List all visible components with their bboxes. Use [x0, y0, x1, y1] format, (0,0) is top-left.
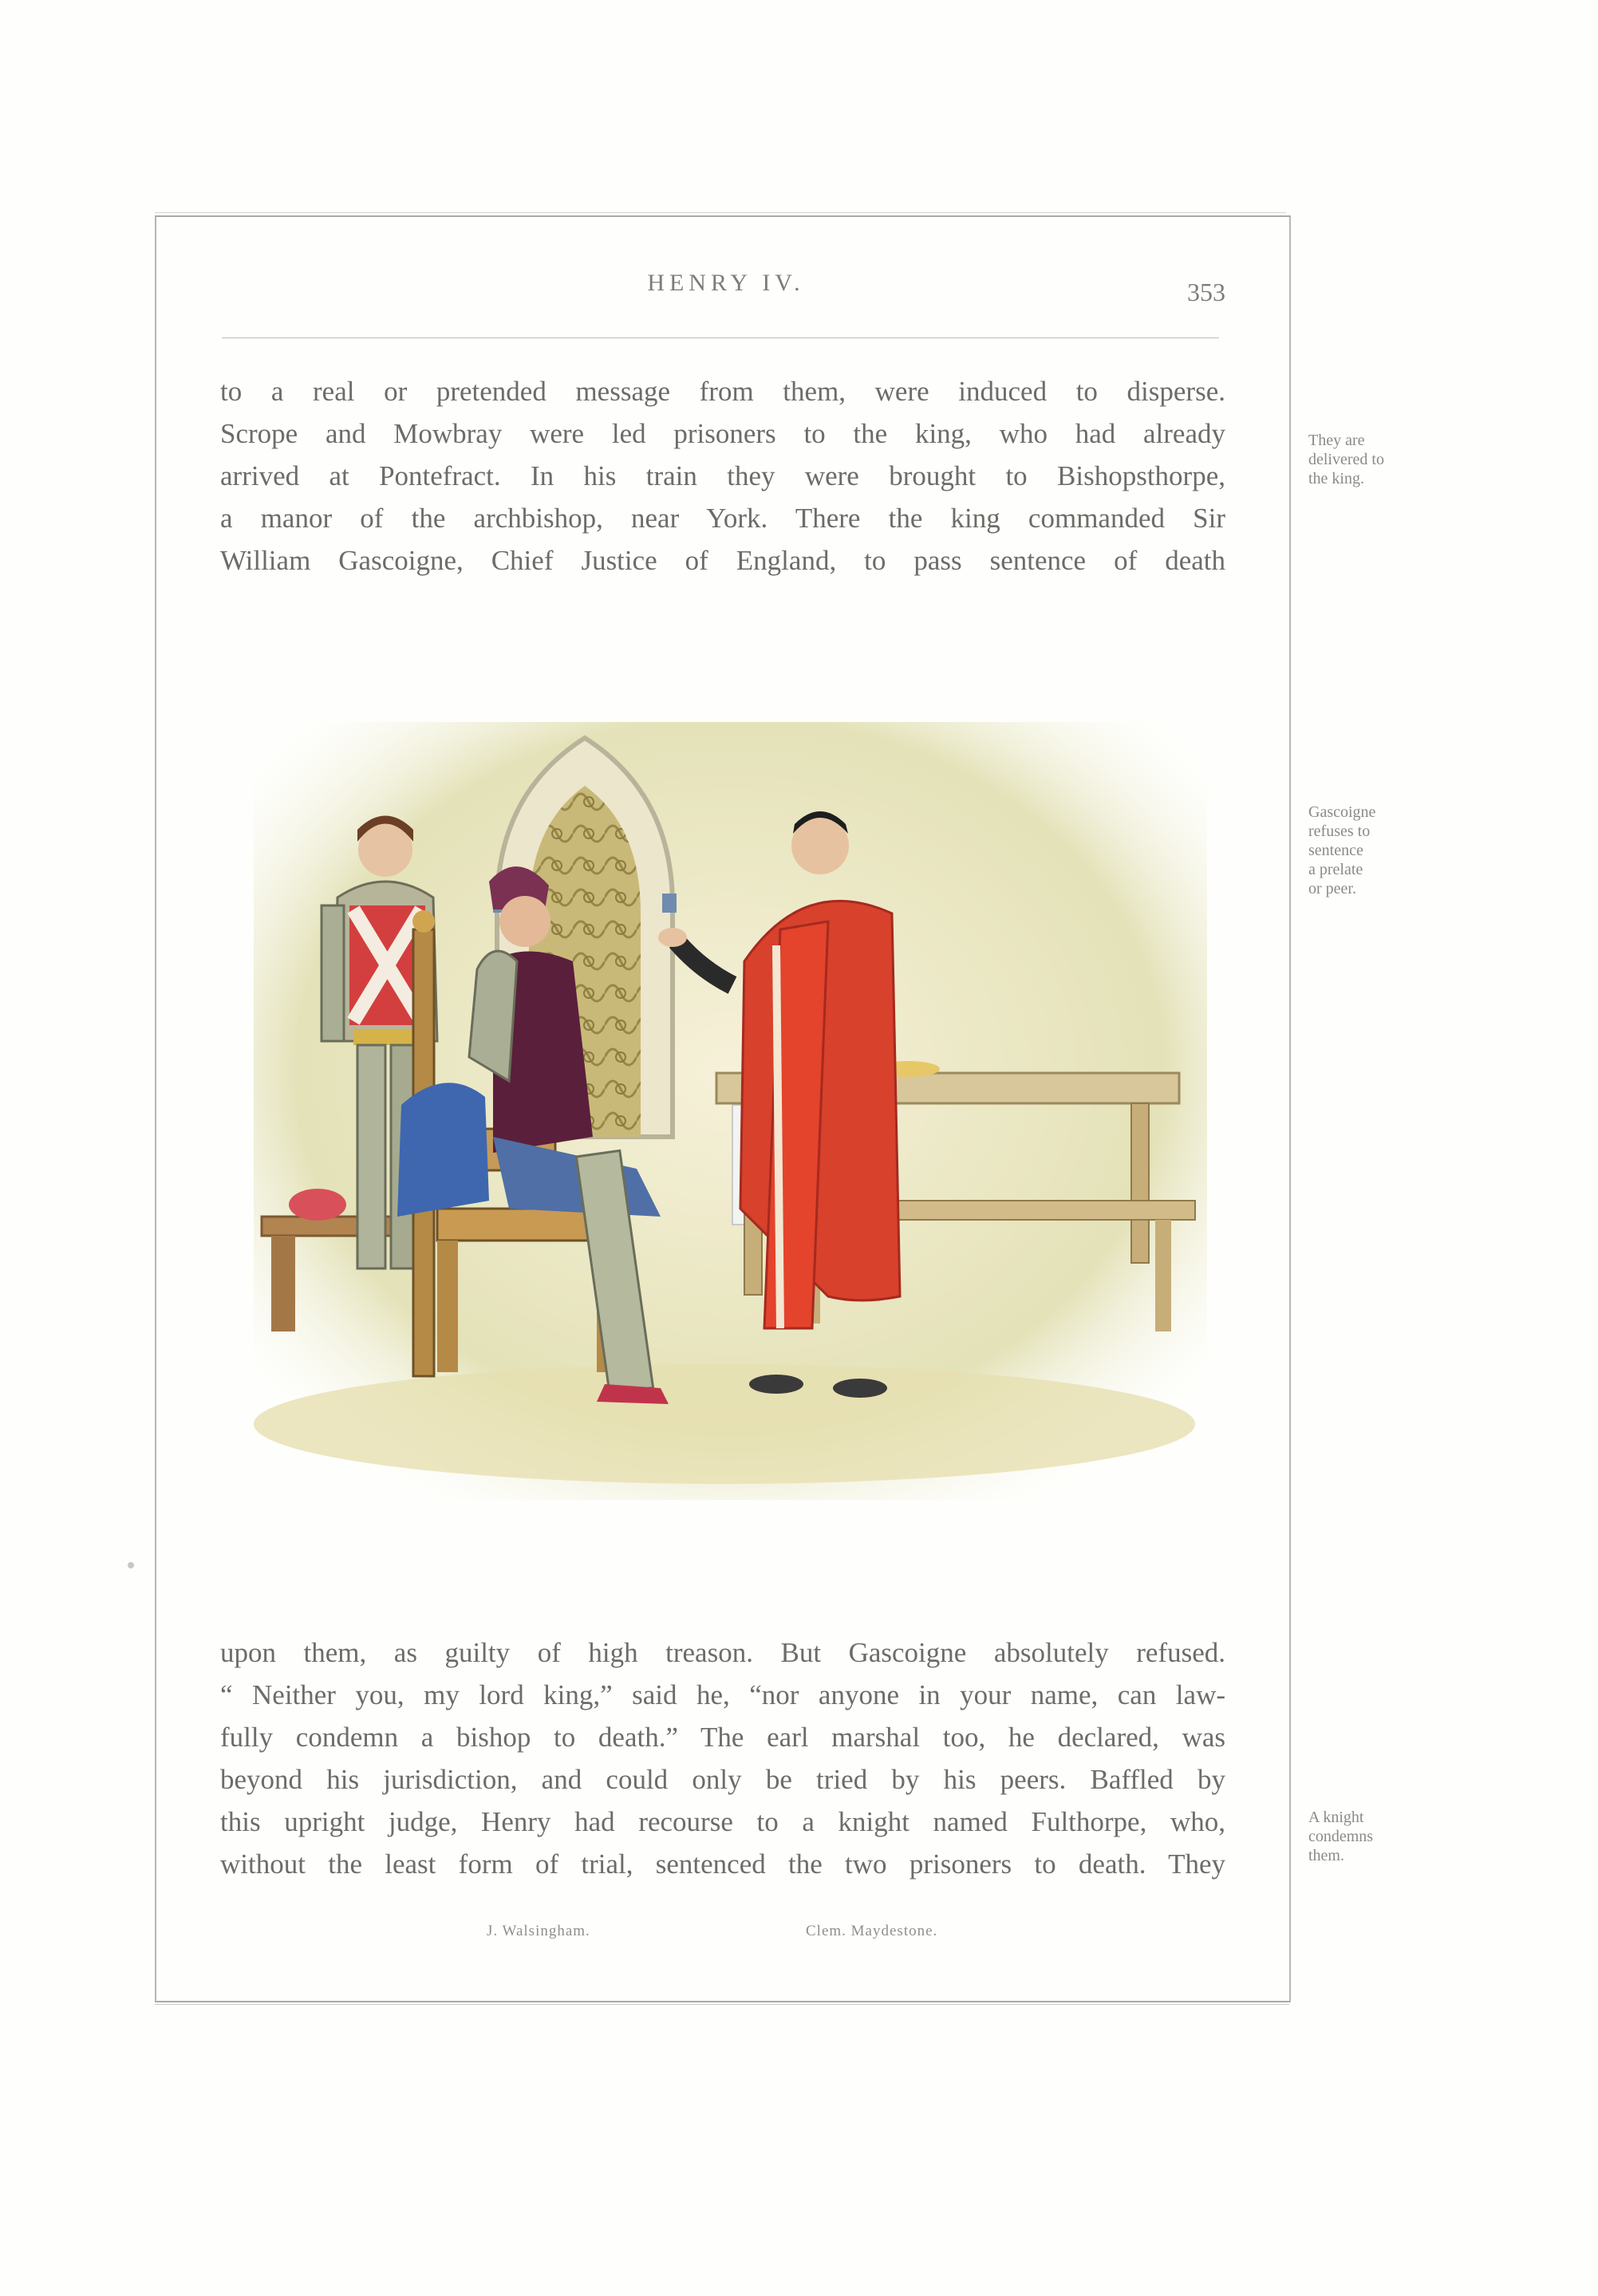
text-line: fully condemn a bishop to death.” The earl marshal too, he declared, was	[220, 1722, 1225, 1753]
text-line: a manor of the archbishop, near York. There the king commanded Sir	[220, 503, 1225, 534]
body-text-bottom	[220, 1631, 1225, 1885]
footnote-walsingham: J. Walsingham.	[487, 1923, 590, 1939]
cushion	[289, 1189, 346, 1221]
floor	[254, 1364, 1195, 1484]
body-text-top	[220, 370, 1225, 582]
text-line: Scrope and Mowbray were led prisoners to the king, who had already	[220, 418, 1225, 449]
text-line: upon them, as guilty of high treason. But Gascoigne absolutely refused.	[220, 1637, 1225, 1668]
ink-speck	[128, 1562, 134, 1568]
frame-top-rule	[155, 212, 1286, 213]
marginal-note-knight: A knight condemns them.	[1308, 1809, 1374, 1864]
text-line: “ Neither you, my lord king,” said he, “nor anyone in your name, can law-	[220, 1679, 1225, 1710]
text-line: arrived at Pontefract. In his train they were brought to Bishopsthorpe,	[220, 460, 1225, 491]
text-line: William Gascoigne, Chief Justice of England, to pass sentence of death	[220, 545, 1225, 576]
footnote-maydestone: Clem. Maydestone.	[806, 1923, 938, 1939]
header-rule	[222, 337, 1219, 338]
text-line: this upright judge, Henry had recourse to a knight named Fulthorpe, who,	[220, 1806, 1225, 1837]
text-line: to a real or pretended message from them, were induced to disperse.	[220, 376, 1225, 407]
page-number: 353	[1187, 278, 1225, 306]
running-head: HENRY IV.	[647, 270, 805, 296]
text-line: without the least form of trial, sentenced the two prisoners to death. They	[220, 1848, 1225, 1880]
illustration-plate	[254, 722, 1207, 1500]
marginal-note-delivered: They are delivered to the king.	[1308, 432, 1384, 487]
text-line: beyond his jurisdiction, and could only be tried by his peers. Baffled by	[220, 1764, 1225, 1795]
marginal-note-gascoigne: Gascoigne refuses to sentence a prelate or peer.	[1308, 803, 1376, 897]
frame-bottom-rule	[155, 2004, 1289, 2005]
